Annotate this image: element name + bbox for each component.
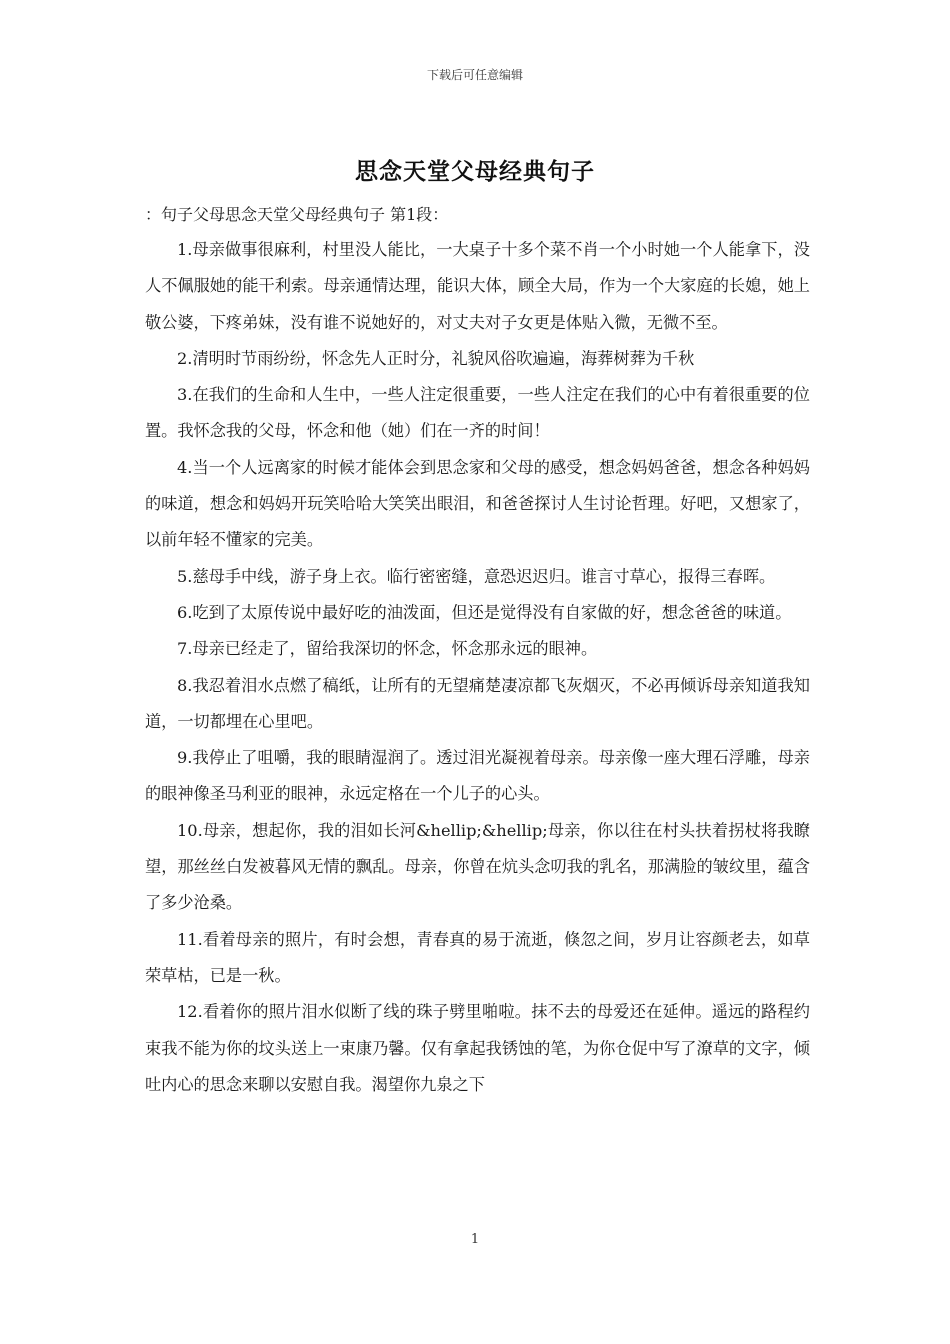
paragraph-5: 5.慈母手中线，游子身上衣。临行密密缝，意恐迟迟归。谁言寸草心，报得三春晖。 [177, 566, 776, 586]
paragraph-6: 6.吃到了太原传说中最好吃的油泼面，但还是觉得没有自家做的好，想念爸爸的味道。 [177, 602, 792, 622]
paragraph-10: 10.母亲，想起你，我的泪如长河&hellip;&hellip;母亲，你以往在村头扶着拐杖将我瞭望，那丝丝白发被暮风无情的飘乱。母亲，你曾在炕头念叨我的乳名，那满脸的皱纹里，蕴含了多少沧桑。 [145, 820, 810, 913]
page-number: 1 [470, 1232, 480, 1247]
intro-line: ：句子父母思念天堂父母经典句子 第1段： [145, 205, 449, 224]
document-body [145, 198, 810, 1103]
header-note: 下载后可任意编辑 [426, 68, 523, 82]
paragraph-8: 8.我忍着泪水点燃了稿纸，让所有的无望痛楚凄凉都飞灰烟灭，不必再倾诉母亲知道我知道，一切都埋在心里吧。 [145, 675, 810, 731]
paragraph-1: 1.母亲做事很麻利，村里没人能比，一大桌子十多个菜不肖一个小时她一个人能拿下，没人不佩服她的能干利索。母亲通情达理，能识大体，顾全大局，作为一个大家庭的长媳，她上敬公婆，下疼弟妹，没有谁不说她好的，对丈夫对子女更是体贴入微，无微不至。 [145, 240, 810, 332]
document-title: 思念天堂父母经典句子 [355, 158, 595, 185]
paragraph-7: 7.母亲已经走了，留给我深切的怀念，怀念那永远的眼神。 [177, 639, 598, 659]
paragraph-12: 12.看着你的照片泪水似断了线的珠子劈里啪啦。抹不去的母爱还在延伸。遥远的路程约束我不能为你的坟头送上一束康乃馨。仅有拿起我锈蚀的笔，为你仓促中写了潦草的文字，倾吐内心的思念来聊以安慰自我。渴望你九泉之下 [145, 1002, 810, 1094]
paragraph-11: 11.看着母亲的照片，有时会想，青春真的易于流逝，倏忽之间，岁月让容颜老去，如草荣草枯，已是一秋。 [145, 929, 810, 985]
paragraph-9: 9.我停止了咀嚼，我的眼睛湿润了。透过泪光凝视着母亲。母亲像一座大理石浮雕，母亲的眼神像圣马利亚的眼神，永远定格在一个儿子的心头。 [145, 748, 810, 804]
paragraph-4: 4.当一个人远离家的时候才能体会到思念家和父母的感受，想念妈妈爸爸，想念各种妈妈的味道，想念和妈妈开玩笑哈哈大笑笑出眼泪，和爸爸探讨人生讨论哲理。好吧，又想家了，以前年轻不懂家的完美。 [145, 457, 810, 550]
paragraph-3: 3.在我们的生命和人生中，一些人注定很重要，一些人注定在我们的心中有着很重要的位置。我怀念我的父母，怀念和他（她）们在一齐的时间！ [145, 385, 810, 441]
paragraph-2: 2.清明时节雨纷纷，怀念先人正时分，礼貌风俗吹遍遍，海葬树葬为千秋 [177, 348, 695, 368]
